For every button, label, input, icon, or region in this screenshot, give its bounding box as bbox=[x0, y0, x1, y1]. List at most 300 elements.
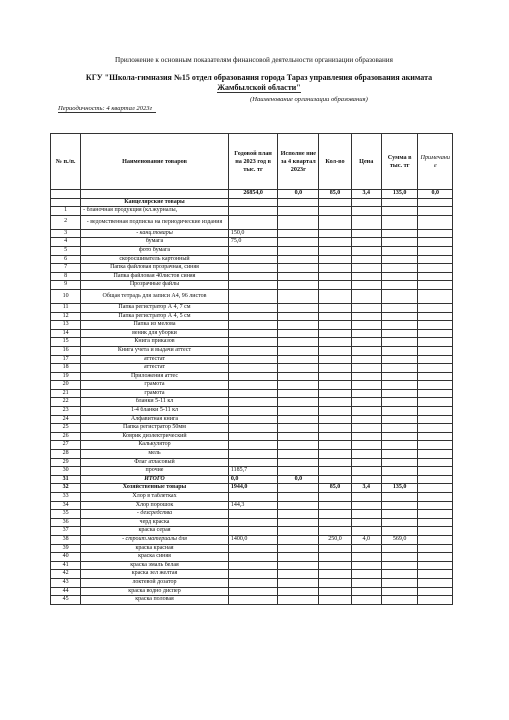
row-cell-name: Папка регистратор А 4, 7 см bbox=[81, 303, 229, 312]
row-cell-qty bbox=[319, 338, 351, 347]
row-cell-note bbox=[418, 424, 453, 433]
row-cell-exec bbox=[278, 596, 319, 605]
row-cell-price bbox=[351, 229, 381, 238]
row-cell-qty bbox=[319, 346, 351, 355]
row-cell-n: 40 bbox=[51, 553, 81, 562]
row-cell-qty bbox=[319, 246, 351, 255]
row-cell-n: 14 bbox=[51, 329, 81, 338]
row-cell-plan bbox=[228, 553, 278, 562]
row-cell-name: Папка файловая прозрачная, синяя bbox=[81, 264, 229, 273]
col-header-note: Примечани е bbox=[418, 134, 453, 190]
table-row bbox=[51, 450, 453, 459]
row-cell-exec bbox=[278, 346, 319, 355]
row-cell-exec bbox=[278, 501, 319, 510]
row-cell-plan bbox=[228, 493, 278, 502]
row-cell-plan bbox=[228, 527, 278, 536]
table-row bbox=[51, 207, 453, 216]
total-row bbox=[51, 190, 453, 199]
row-cell-price bbox=[351, 346, 381, 355]
row-cell-price bbox=[351, 415, 381, 424]
row-cell-price bbox=[351, 389, 381, 398]
row-cell-n: 17 bbox=[51, 355, 81, 364]
row-cell-sum bbox=[381, 312, 418, 321]
row-cell-price bbox=[351, 238, 381, 247]
row-cell-qty: 85,0 bbox=[319, 484, 351, 493]
row-cell-name: Папка из мелова bbox=[81, 321, 229, 330]
table-row bbox=[51, 281, 453, 290]
row-cell-plan bbox=[228, 432, 278, 441]
row-cell-n: 31 bbox=[51, 475, 81, 484]
table-row bbox=[51, 346, 453, 355]
row-cell-sum bbox=[381, 407, 418, 416]
row-cell-plan: 1185,7 bbox=[228, 467, 278, 476]
row-cell-note bbox=[418, 215, 453, 229]
row-cell-qty bbox=[319, 432, 351, 441]
table-row bbox=[51, 510, 453, 519]
row-cell-name: бланки 5-11 кл bbox=[81, 398, 229, 407]
row-cell-name: Коврик диэлектрический bbox=[81, 432, 229, 441]
row-cell-plan: 75,0 bbox=[228, 238, 278, 247]
row-cell-exec bbox=[278, 312, 319, 321]
table-row bbox=[51, 312, 453, 321]
row-cell-n: 34 bbox=[51, 501, 81, 510]
row-cell-note bbox=[418, 255, 453, 264]
row-cell-name: бумага bbox=[81, 238, 229, 247]
row-cell-qty bbox=[319, 501, 351, 510]
row-cell-price bbox=[351, 578, 381, 587]
row-cell-plan bbox=[228, 364, 278, 373]
row-cell-exec bbox=[278, 544, 319, 553]
row-cell-sum bbox=[381, 281, 418, 290]
row-cell-qty bbox=[319, 493, 351, 502]
row-cell-name: - ведомственная подписка на периодические издания bbox=[81, 215, 229, 229]
row-cell-note bbox=[418, 544, 453, 553]
row-cell-note bbox=[418, 415, 453, 424]
row-cell-sum bbox=[381, 527, 418, 536]
row-cell-exec bbox=[278, 372, 319, 381]
row-cell-note bbox=[418, 355, 453, 364]
row-cell-qty bbox=[319, 364, 351, 373]
table-row bbox=[51, 289, 453, 303]
row-cell-price bbox=[351, 458, 381, 467]
row-cell-note bbox=[418, 493, 453, 502]
appendix-title: Приложение к основным показателям финансовой деятельности организации образования bbox=[115, 56, 393, 64]
row-cell-exec bbox=[278, 407, 319, 416]
row-cell-plan bbox=[228, 329, 278, 338]
row-cell-sum bbox=[381, 458, 418, 467]
row-cell-note bbox=[418, 527, 453, 536]
row-cell-price bbox=[351, 312, 381, 321]
row-cell-note bbox=[418, 458, 453, 467]
row-cell-exec bbox=[278, 338, 319, 347]
row-cell-price bbox=[351, 289, 381, 303]
table-row bbox=[51, 587, 453, 596]
row-cell-n: 29 bbox=[51, 458, 81, 467]
row-cell-plan bbox=[228, 272, 278, 281]
row-cell-n: 12 bbox=[51, 312, 81, 321]
row-cell-price bbox=[351, 441, 381, 450]
row-cell-name: аттестат bbox=[81, 355, 229, 364]
row-cell-name: Папка регистратор 50мм bbox=[81, 424, 229, 433]
row-cell-note bbox=[418, 570, 453, 579]
row-cell-qty bbox=[319, 329, 351, 338]
organization-caption: (Наименование организации образования) bbox=[250, 96, 368, 103]
row-cell-exec bbox=[278, 329, 319, 338]
row-cell-plan bbox=[228, 303, 278, 312]
row-cell-sum bbox=[381, 246, 418, 255]
table-row bbox=[51, 467, 453, 476]
row-cell-price bbox=[351, 587, 381, 596]
row-cell-name: скоросшиватель картонный bbox=[81, 255, 229, 264]
row-cell-price bbox=[351, 424, 381, 433]
table-row bbox=[51, 329, 453, 338]
table-row bbox=[51, 518, 453, 527]
row-cell-exec bbox=[278, 493, 319, 502]
organization-line-1: КГУ "Школа-гимназия №15 отдел образования города Тараз управления образования акимата bbox=[85, 73, 433, 82]
row-cell-plan bbox=[228, 424, 278, 433]
row-cell-price bbox=[351, 510, 381, 519]
table-row bbox=[51, 493, 453, 502]
row-cell-name: грамота bbox=[81, 381, 229, 390]
row-cell-sum bbox=[381, 372, 418, 381]
row-cell-note bbox=[418, 432, 453, 441]
row-cell-note bbox=[418, 346, 453, 355]
row-cell-name: Алфавитная книга bbox=[81, 415, 229, 424]
row-cell-note bbox=[418, 238, 453, 247]
row-cell-note bbox=[418, 381, 453, 390]
row-cell-price bbox=[351, 544, 381, 553]
row-cell-n: 5 bbox=[51, 246, 81, 255]
row-cell-name: Папка файловая 40листов синяя bbox=[81, 272, 229, 281]
row-cell-price bbox=[351, 493, 381, 502]
total-exec: 0,0 bbox=[278, 190, 319, 199]
row-cell-n: 24 bbox=[51, 415, 81, 424]
row-cell-plan bbox=[228, 587, 278, 596]
row-cell-n: 44 bbox=[51, 587, 81, 596]
row-cell-n: 38 bbox=[51, 535, 81, 544]
row-cell-exec bbox=[278, 381, 319, 390]
row-cell-sum bbox=[381, 441, 418, 450]
row-cell-qty bbox=[319, 229, 351, 238]
table-row bbox=[51, 229, 453, 238]
row-cell-plan bbox=[228, 596, 278, 605]
row-cell-n: 4 bbox=[51, 238, 81, 247]
table-row bbox=[51, 246, 453, 255]
table-row bbox=[51, 415, 453, 424]
total-sum: 135,0 bbox=[381, 190, 418, 199]
row-cell-qty bbox=[319, 198, 351, 207]
row-cell-plan bbox=[228, 346, 278, 355]
row-cell-note bbox=[418, 587, 453, 596]
row-cell-name: - дезсредства bbox=[81, 510, 229, 519]
row-cell-sum: 569,0 bbox=[381, 535, 418, 544]
row-cell-n: 19 bbox=[51, 372, 81, 381]
total-plan: 26854,0 bbox=[228, 190, 278, 199]
row-cell-name: краска зел желтая bbox=[81, 570, 229, 579]
row-cell-price bbox=[351, 450, 381, 459]
row-cell-qty bbox=[319, 424, 351, 433]
table-row bbox=[51, 389, 453, 398]
goods-table bbox=[50, 133, 453, 605]
row-cell-plan bbox=[228, 289, 278, 303]
row-cell-qty bbox=[319, 372, 351, 381]
row-cell-sum bbox=[381, 289, 418, 303]
row-cell-plan bbox=[228, 458, 278, 467]
row-cell-name: Флаг атласовый bbox=[81, 458, 229, 467]
row-cell-note bbox=[418, 450, 453, 459]
row-cell-plan bbox=[228, 215, 278, 229]
row-cell-qty bbox=[319, 389, 351, 398]
row-cell-n: 13 bbox=[51, 321, 81, 330]
row-cell-price bbox=[351, 467, 381, 476]
row-cell-price bbox=[351, 355, 381, 364]
row-cell-sum bbox=[381, 398, 418, 407]
table-row bbox=[51, 372, 453, 381]
row-cell-qty bbox=[319, 475, 351, 484]
row-cell-plan bbox=[228, 321, 278, 330]
row-cell-exec bbox=[278, 415, 319, 424]
row-cell-exec bbox=[278, 587, 319, 596]
row-cell-exec bbox=[278, 264, 319, 273]
row-cell-note bbox=[418, 510, 453, 519]
row-cell-note bbox=[418, 467, 453, 476]
row-cell-name: Книга учета и выдачи аттест bbox=[81, 346, 229, 355]
row-cell-qty bbox=[319, 587, 351, 596]
row-cell-name: краска водно диспер bbox=[81, 587, 229, 596]
row-cell-sum bbox=[381, 432, 418, 441]
row-cell-plan bbox=[228, 381, 278, 390]
row-cell-exec bbox=[278, 458, 319, 467]
row-cell-sum bbox=[381, 518, 418, 527]
row-cell-price bbox=[351, 329, 381, 338]
row-cell-name: Канцелярские товары bbox=[81, 198, 229, 207]
row-cell-sum bbox=[381, 346, 418, 355]
row-cell-sum bbox=[381, 510, 418, 519]
row-cell-name: краска эмаль белая bbox=[81, 561, 229, 570]
row-cell-plan bbox=[228, 255, 278, 264]
row-cell-plan: 1400,0 bbox=[228, 535, 278, 544]
row-cell-exec bbox=[278, 450, 319, 459]
row-cell-n: 37 bbox=[51, 527, 81, 536]
row-cell-plan bbox=[228, 510, 278, 519]
row-cell-n: 18 bbox=[51, 364, 81, 373]
row-cell-n: 41 bbox=[51, 561, 81, 570]
row-cell-sum bbox=[381, 355, 418, 364]
table-row bbox=[51, 484, 453, 493]
row-cell-name: краска половая bbox=[81, 596, 229, 605]
row-cell-note bbox=[418, 535, 453, 544]
row-cell-n: 45 bbox=[51, 596, 81, 605]
row-cell-name: Калькулятор bbox=[81, 441, 229, 450]
row-cell-exec bbox=[278, 389, 319, 398]
row-cell-qty bbox=[319, 544, 351, 553]
row-cell-price bbox=[351, 475, 381, 484]
row-cell-sum bbox=[381, 424, 418, 433]
row-cell-exec bbox=[278, 229, 319, 238]
row-cell-price bbox=[351, 596, 381, 605]
row-cell-sum bbox=[381, 238, 418, 247]
row-cell-plan bbox=[228, 389, 278, 398]
row-cell-n: 20 bbox=[51, 381, 81, 390]
row-cell-note bbox=[418, 578, 453, 587]
table-row bbox=[51, 501, 453, 510]
row-cell-name: 1-4 бланки 5-11 кл bbox=[81, 407, 229, 416]
row-cell-sum bbox=[381, 493, 418, 502]
row-cell-note bbox=[418, 303, 453, 312]
row-cell-price bbox=[351, 321, 381, 330]
row-cell-note bbox=[418, 484, 453, 493]
row-cell-plan bbox=[228, 338, 278, 347]
row-cell-price bbox=[351, 198, 381, 207]
col-header-name: Наименование товаров bbox=[81, 134, 229, 190]
row-cell-qty bbox=[319, 281, 351, 290]
row-cell-plan bbox=[228, 246, 278, 255]
row-cell-exec bbox=[278, 527, 319, 536]
row-cell-n: 22 bbox=[51, 398, 81, 407]
row-cell-price bbox=[351, 338, 381, 347]
row-cell-price bbox=[351, 518, 381, 527]
row-cell-qty bbox=[319, 238, 351, 247]
row-cell-price bbox=[351, 381, 381, 390]
row-cell-price bbox=[351, 398, 381, 407]
row-cell-sum bbox=[381, 321, 418, 330]
row-cell-name: краска серая bbox=[81, 527, 229, 536]
row-cell-price: 4,0 bbox=[351, 535, 381, 544]
row-cell-price bbox=[351, 501, 381, 510]
row-cell-note bbox=[418, 338, 453, 347]
row-cell-note bbox=[418, 518, 453, 527]
row-cell-n: 28 bbox=[51, 450, 81, 459]
row-cell-exec bbox=[278, 364, 319, 373]
row-cell-n: 26 bbox=[51, 432, 81, 441]
row-cell-qty bbox=[319, 303, 351, 312]
row-cell-name: - канц.товары bbox=[81, 229, 229, 238]
row-cell-note bbox=[418, 561, 453, 570]
row-cell-name: локтевой дозатор bbox=[81, 578, 229, 587]
table-row bbox=[51, 544, 453, 553]
row-cell-name: Хлор в таблетках bbox=[81, 493, 229, 502]
row-cell-plan bbox=[228, 518, 278, 527]
row-cell-n: 8 bbox=[51, 272, 81, 281]
row-cell-qty: 250,0 bbox=[319, 535, 351, 544]
row-cell-n: 21 bbox=[51, 389, 81, 398]
row-cell-qty bbox=[319, 407, 351, 416]
row-cell-n: 1 bbox=[51, 207, 81, 216]
row-cell-note bbox=[418, 312, 453, 321]
row-cell-sum bbox=[381, 544, 418, 553]
row-cell-n bbox=[51, 198, 81, 207]
row-cell-name: краска синяя bbox=[81, 553, 229, 562]
table-row bbox=[51, 398, 453, 407]
total-qty: 85,0 bbox=[319, 190, 351, 199]
row-cell-plan bbox=[228, 312, 278, 321]
row-cell-plan bbox=[228, 578, 278, 587]
row-cell-name: Хлор порошок bbox=[81, 501, 229, 510]
row-cell-note bbox=[418, 198, 453, 207]
row-cell-plan bbox=[228, 544, 278, 553]
row-cell-exec bbox=[278, 281, 319, 290]
row-cell-price bbox=[351, 272, 381, 281]
row-cell-price: 3,4 bbox=[351, 484, 381, 493]
row-cell-price bbox=[351, 570, 381, 579]
row-cell-n: 33 bbox=[51, 493, 81, 502]
table-row bbox=[51, 338, 453, 347]
row-cell-exec bbox=[278, 215, 319, 229]
row-cell-qty bbox=[319, 321, 351, 330]
row-cell-qty bbox=[319, 215, 351, 229]
row-cell-exec bbox=[278, 570, 319, 579]
row-cell-qty bbox=[319, 398, 351, 407]
row-cell-plan bbox=[228, 281, 278, 290]
row-cell-sum: 135,0 bbox=[381, 484, 418, 493]
row-cell-n: 36 bbox=[51, 518, 81, 527]
row-cell-plan: 1944,0 bbox=[228, 484, 278, 493]
row-cell-exec bbox=[278, 255, 319, 264]
row-cell-name: ИТОГО bbox=[81, 475, 229, 484]
row-cell-plan: 0,0 bbox=[228, 475, 278, 484]
row-cell-sum bbox=[381, 229, 418, 238]
row-cell-sum bbox=[381, 475, 418, 484]
row-cell-exec bbox=[278, 510, 319, 519]
col-header-sum: Сумма в тыс. тг bbox=[381, 134, 418, 190]
row-cell-price bbox=[351, 364, 381, 373]
table-row bbox=[51, 303, 453, 312]
row-cell-n: 7 bbox=[51, 264, 81, 273]
row-cell-sum bbox=[381, 329, 418, 338]
row-cell-n: 23 bbox=[51, 407, 81, 416]
row-cell-name: черд краска bbox=[81, 518, 229, 527]
row-cell-n: 10 bbox=[51, 289, 81, 303]
row-cell-name: Приложения аттес bbox=[81, 372, 229, 381]
row-cell-name: Папка регистратор А 4, 5 см bbox=[81, 312, 229, 321]
row-cell-exec bbox=[278, 467, 319, 476]
table-row bbox=[51, 215, 453, 229]
table-row bbox=[51, 561, 453, 570]
row-cell-exec bbox=[278, 303, 319, 312]
row-cell-note bbox=[418, 364, 453, 373]
row-cell-sum bbox=[381, 381, 418, 390]
row-cell-exec bbox=[278, 553, 319, 562]
table-row bbox=[51, 596, 453, 605]
row-cell-n: 27 bbox=[51, 441, 81, 450]
row-cell-sum bbox=[381, 501, 418, 510]
table-row bbox=[51, 321, 453, 330]
row-cell-name: прочие bbox=[81, 467, 229, 476]
row-cell-plan bbox=[228, 450, 278, 459]
row-cell-qty bbox=[319, 518, 351, 527]
row-cell-name: краска красная bbox=[81, 544, 229, 553]
row-cell-price bbox=[351, 303, 381, 312]
row-cell-qty bbox=[319, 458, 351, 467]
row-cell-n: 11 bbox=[51, 303, 81, 312]
row-cell-qty bbox=[319, 255, 351, 264]
row-cell-note bbox=[418, 372, 453, 381]
row-cell-exec bbox=[278, 518, 319, 527]
row-cell-plan bbox=[228, 407, 278, 416]
row-cell-plan bbox=[228, 264, 278, 273]
row-cell-sum bbox=[381, 553, 418, 562]
row-cell-qty bbox=[319, 467, 351, 476]
organization-line-2: Жамбылской области" bbox=[217, 82, 301, 92]
row-cell-n: 6 bbox=[51, 255, 81, 264]
row-cell-sum bbox=[381, 255, 418, 264]
row-cell-sum bbox=[381, 587, 418, 596]
total-price: 3,4 bbox=[351, 190, 381, 199]
row-cell-exec bbox=[278, 561, 319, 570]
row-cell-note bbox=[418, 389, 453, 398]
row-cell-note bbox=[418, 229, 453, 238]
row-cell-price bbox=[351, 246, 381, 255]
